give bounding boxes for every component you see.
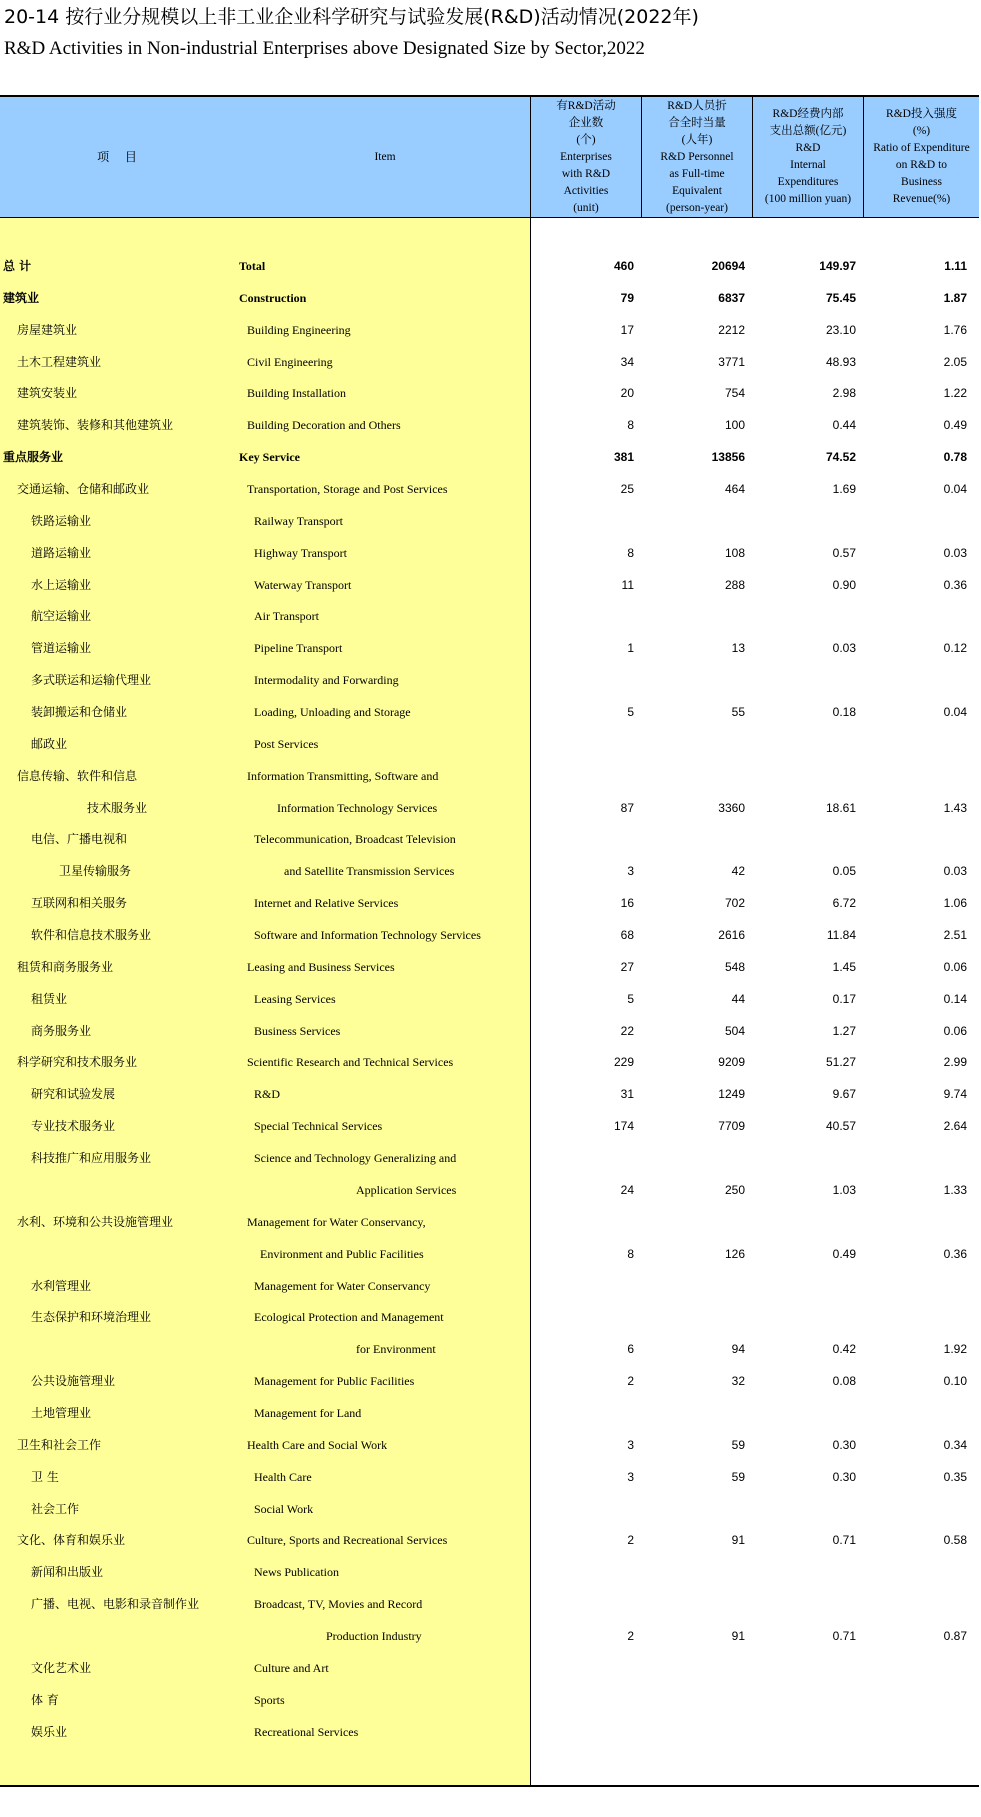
value-expenditures: 0.30: [832, 1437, 856, 1452]
table-title-chinese: 20-14 按行业分规模以上非工业企业科学研究与试验发展(R&D)活动情况(2022年): [4, 6, 699, 28]
value-expenditures: 23.10: [825, 322, 856, 337]
item-name-chinese: 生态保护和环境治理业: [31, 1310, 152, 1325]
item-name-english: Telecommunication, Broadcast Television: [254, 832, 456, 847]
value-personnel: 55: [731, 705, 745, 720]
table-row: [0, 1557, 979, 1589]
value-personnel: 108: [724, 545, 745, 560]
item-name-english: Total: [239, 259, 266, 273]
item-name-chinese: 建筑业: [3, 290, 40, 305]
value-expenditures: 0.03: [832, 641, 856, 656]
table-row: [0, 1271, 979, 1303]
value-intensity: 1.33: [943, 1182, 967, 1197]
table-row: [0, 633, 979, 665]
item-name-chinese: 铁路运输业: [31, 513, 92, 528]
value-enterprises: 5: [627, 991, 634, 1006]
value-intensity: 0.04: [943, 705, 967, 720]
item-name-chinese: 水利、环境和公共设施管理业: [17, 1214, 174, 1229]
item-name-chinese: 公共设施管理业: [31, 1374, 116, 1389]
table-row: [0, 251, 979, 283]
value-expenditures: 0.05: [832, 864, 856, 879]
item-name-english: News Publication: [254, 1565, 339, 1580]
item-name-chinese: 水利管理业: [31, 1278, 92, 1293]
item-name-english: Recreational Services: [254, 1724, 359, 1739]
value-intensity: 0.36: [943, 577, 967, 592]
value-enterprises: 25: [620, 482, 634, 497]
header-col-expenditures: R&D经费内部 支出总额(亿元) R&D Internal Expenditures (100 million yuan): [752, 97, 863, 217]
table-body: [0, 218, 979, 1785]
table-row: [0, 824, 979, 856]
value-personnel: 13: [731, 641, 745, 656]
value-personnel: 9209: [718, 1055, 745, 1070]
value-expenditures: 1.45: [832, 959, 856, 974]
item-name-english: Culture and Art: [254, 1660, 329, 1675]
value-enterprises: 17: [620, 322, 634, 337]
item-name-english: Construction: [239, 290, 307, 305]
item-name-chinese: 交通运输、仓储和邮政业: [17, 482, 150, 497]
value-enterprises: 174: [613, 1119, 634, 1134]
table-row: [0, 283, 979, 315]
value-expenditures: 75.45: [825, 290, 856, 305]
table-row: [0, 442, 979, 474]
value-intensity: 0.10: [943, 1374, 967, 1389]
value-personnel: 3360: [718, 800, 745, 815]
table-row: [0, 1111, 979, 1143]
item-name-english: Application Services: [356, 1182, 457, 1197]
value-enterprises: 8: [627, 545, 634, 560]
item-name-chinese: 文化、体育和娱乐业: [17, 1533, 126, 1548]
value-expenditures: 0.71: [832, 1533, 856, 1548]
value-enterprises: 31: [620, 1087, 634, 1102]
value-expenditures: 9.67: [832, 1087, 856, 1102]
value-personnel: 100: [724, 418, 745, 433]
value-intensity: 1.92: [943, 1342, 967, 1357]
value-enterprises: 34: [620, 354, 634, 369]
value-intensity: 0.06: [943, 959, 967, 974]
value-expenditures: 48.93: [825, 354, 856, 369]
table-row: [0, 474, 979, 506]
value-enterprises: 3: [627, 864, 634, 879]
value-expenditures: 0.44: [832, 418, 856, 433]
table-row: [0, 570, 979, 602]
table-row: [0, 1621, 979, 1653]
item-name-chinese: 信息传输、软件和信息: [17, 768, 138, 783]
table-row: [0, 1175, 979, 1207]
item-name-chinese: 重点服务业: [3, 450, 64, 465]
value-expenditures: 51.27: [825, 1055, 856, 1070]
value-personnel: 2616: [718, 928, 745, 943]
table-row: [0, 697, 979, 729]
value-expenditures: 1.27: [832, 1023, 856, 1038]
value-personnel: 20694: [711, 259, 745, 273]
table-row: [0, 1016, 979, 1048]
item-name-english: R&D: [254, 1087, 281, 1102]
value-expenditures: 0.57: [832, 545, 856, 560]
table-row: [0, 1430, 979, 1462]
value-intensity: 0.78: [943, 450, 967, 465]
value-expenditures: 1.69: [832, 482, 856, 497]
value-intensity: 0.58: [943, 1533, 967, 1548]
value-intensity: 2.05: [943, 354, 967, 369]
item-name-english: Transportation, Storage and Post Services: [247, 482, 448, 497]
value-intensity: 0.03: [943, 545, 967, 560]
item-name-chinese: 航空运输业: [31, 609, 92, 624]
item-name-chinese: 技术服务业: [87, 800, 148, 815]
value-expenditures: 0.30: [832, 1469, 856, 1484]
item-name-chinese: 社会工作: [31, 1501, 80, 1516]
table-title-english: R&D Activities in Non-industrial Enterprises above Designated Size by Sector,2022: [4, 38, 645, 59]
table-row: [0, 665, 979, 697]
item-name-english: Post Services: [254, 736, 319, 751]
item-name-english: Production Industry: [326, 1628, 422, 1643]
value-intensity: 1.43: [943, 800, 967, 815]
item-name-english: Information Technology Services: [277, 800, 438, 815]
value-enterprises: 27: [620, 959, 634, 974]
value-personnel: 3771: [718, 354, 745, 369]
item-name-chinese: 多式联运和运输代理业: [31, 673, 152, 688]
item-name-english: Software and Information Technology Services: [254, 928, 481, 943]
table-row: [0, 1143, 979, 1175]
item-name-chinese: 道路运输业: [31, 545, 92, 560]
value-expenditures: 0.42: [832, 1342, 856, 1357]
header-item-chinese: 项 目: [97, 149, 143, 164]
table-rows: [0, 251, 979, 1748]
value-expenditures: 0.18: [832, 705, 856, 720]
value-personnel: 42: [731, 864, 745, 879]
item-name-english: Management for Public Facilities: [254, 1374, 415, 1389]
value-enterprises: 22: [620, 1023, 634, 1038]
item-name-english: Building Decoration and Others: [247, 418, 401, 433]
table-row: [0, 1717, 979, 1749]
table-row: [0, 888, 979, 920]
table-row: [0, 952, 979, 984]
header-item-english: Item: [374, 150, 396, 163]
table-row: [0, 1653, 979, 1685]
item-name-english: and Satellite Transmission Services: [284, 864, 455, 879]
table-row: [0, 1047, 979, 1079]
item-name-english: Leasing and Business Services: [247, 959, 395, 974]
item-name-english: Building Installation: [247, 386, 346, 401]
value-expenditures: 40.57: [825, 1119, 856, 1134]
item-name-chinese: 土地管理业: [31, 1405, 92, 1420]
value-personnel: 59: [731, 1469, 745, 1484]
item-name-chinese: 总 计: [3, 259, 32, 273]
value-enterprises: 79: [620, 290, 634, 305]
value-personnel: 32: [731, 1374, 745, 1389]
table-row: [0, 1334, 979, 1366]
item-name-chinese: 建筑装饰、装修和其他建筑业: [17, 418, 174, 433]
value-intensity: 2.99: [943, 1055, 967, 1070]
item-name-english: for Environment: [356, 1342, 436, 1357]
table-row: [0, 1525, 979, 1557]
item-name-chinese: 专业技术服务业: [31, 1119, 116, 1134]
table-row: [0, 1462, 979, 1494]
value-expenditures: 74.52: [825, 450, 856, 465]
value-personnel: 504: [724, 1023, 745, 1038]
item-name-chinese: 科学研究和技术服务业: [17, 1055, 138, 1070]
item-name-english: Health Care and Social Work: [247, 1437, 388, 1452]
value-intensity: 1.22: [943, 386, 967, 401]
value-intensity: 2.64: [943, 1119, 967, 1134]
table-row: [0, 1302, 979, 1334]
item-name-english: Management for Land: [254, 1405, 362, 1420]
value-enterprises: 6: [627, 1342, 634, 1357]
item-name-english: Waterway Transport: [254, 577, 352, 592]
item-name-english: Railway Transport: [254, 513, 344, 528]
value-personnel: 6837: [718, 290, 745, 305]
value-expenditures: 11.84: [826, 928, 856, 943]
table-row: [0, 378, 979, 410]
value-personnel: 94: [731, 1342, 745, 1357]
value-enterprises: 20: [620, 386, 634, 401]
value-expenditures: 0.90: [832, 577, 856, 592]
value-expenditures: 0.49: [832, 1246, 856, 1261]
item-name-chinese: 体 育: [31, 1692, 59, 1707]
value-intensity: 0.34: [943, 1437, 967, 1452]
item-name-english: Culture, Sports and Recreational Services: [247, 1533, 448, 1548]
value-personnel: 464: [724, 482, 745, 497]
value-enterprises: 11: [621, 577, 634, 592]
value-enterprises: 24: [620, 1182, 634, 1197]
table-row: [0, 793, 979, 825]
table-row: [0, 1207, 979, 1239]
table-row: [0, 1398, 979, 1430]
item-name-english: Social Work: [254, 1501, 314, 1516]
value-enterprises: 2: [627, 1628, 634, 1643]
value-intensity: 1.11: [944, 259, 967, 273]
value-intensity: 1.87: [943, 290, 967, 305]
value-personnel: 1249: [718, 1087, 745, 1102]
item-name-chinese: 科技推广和应用服务业: [31, 1151, 152, 1166]
header-col-intensity: R&D投入强度 (%) Ratio of Expenditure on R&D to Business Revenue(%): [863, 97, 979, 217]
value-enterprises: 87: [620, 800, 634, 815]
item-name-chinese: 水上运输业: [31, 577, 92, 592]
item-name-chinese: 租赁和商务服务业: [17, 959, 114, 974]
value-expenditures: 18.61: [825, 800, 856, 815]
value-enterprises: 1: [627, 641, 634, 656]
value-enterprises: 8: [627, 418, 634, 433]
item-name-english: Health Care: [254, 1469, 312, 1484]
item-name-english: Science and Technology Generalizing and: [254, 1151, 457, 1166]
value-intensity: 0.06: [943, 1023, 967, 1038]
value-enterprises: 68: [620, 928, 634, 943]
value-enterprises: 3: [627, 1469, 634, 1484]
value-personnel: 91: [731, 1628, 745, 1643]
value-expenditures: 6.72: [832, 896, 856, 911]
table-row: [0, 761, 979, 793]
table-row: [0, 1685, 979, 1717]
table-row: [0, 729, 979, 761]
value-intensity: 0.04: [943, 482, 967, 497]
item-name-chinese: 建筑安装业: [17, 386, 78, 401]
item-name-chinese: 卫生和社会工作: [17, 1437, 102, 1452]
item-name-english: Internet and Relative Services: [254, 896, 399, 911]
header-col-personnel: R&D人员折 合全时当量 (人年) R&D Personnel as Full-time Equivalent (person-year): [641, 97, 752, 217]
value-personnel: 702: [724, 896, 745, 911]
value-expenditures: 149.97: [819, 259, 856, 273]
item-name-english: Building Engineering: [247, 322, 351, 337]
value-personnel: 44: [731, 991, 745, 1006]
item-name-english: Key Service: [239, 450, 300, 465]
value-personnel: 288: [724, 577, 745, 592]
item-name-english: Leasing Services: [254, 991, 336, 1006]
value-enterprises: 460: [613, 259, 634, 273]
item-name-english: Intermodality and Forwarding: [254, 673, 399, 688]
item-name-english: Civil Engineering: [247, 354, 333, 369]
value-expenditures: 0.71: [832, 1628, 856, 1643]
item-name-english: Loading, Unloading and Storage: [254, 705, 411, 720]
value-enterprises: 381: [613, 450, 634, 465]
header-col-enterprises: 有R&D活动 企业数 (个) Enterprises with R&D Activities (unit): [530, 97, 641, 217]
value-intensity: 0.12: [943, 641, 967, 656]
value-personnel: 548: [724, 959, 745, 974]
value-intensity: 0.35: [943, 1469, 967, 1484]
item-name-chinese: 电信、广播电视和: [31, 832, 128, 847]
value-intensity: 0.87: [943, 1628, 967, 1643]
value-enterprises: 16: [620, 896, 634, 911]
value-intensity: 1.06: [943, 896, 967, 911]
value-personnel: 13856: [711, 450, 745, 465]
item-name-chinese: 软件和信息技术服务业: [31, 928, 152, 943]
table-row: [0, 1366, 979, 1398]
value-enterprises: 2: [627, 1374, 634, 1389]
item-name-chinese: 管道运输业: [31, 641, 92, 656]
table-row: [0, 856, 979, 888]
table-header: [0, 97, 979, 218]
item-name-english: Air Transport: [254, 609, 320, 624]
table-row: [0, 1079, 979, 1111]
item-name-english: Environment and Public Facilities: [260, 1246, 424, 1261]
value-enterprises: 5: [627, 705, 634, 720]
value-enterprises: 229: [613, 1055, 634, 1070]
table-row: [0, 984, 979, 1016]
value-personnel: 126: [724, 1246, 745, 1261]
value-enterprises: 8: [627, 1246, 634, 1261]
item-name-english: Broadcast, TV, Movies and Record: [254, 1597, 423, 1612]
value-expenditures: 0.08: [832, 1374, 856, 1389]
item-name-chinese: 互联网和相关服务: [31, 896, 128, 911]
value-expenditures: 1.03: [832, 1182, 856, 1197]
item-name-chinese: 房屋建筑业: [17, 322, 78, 337]
item-name-chinese: 文化艺术业: [31, 1660, 92, 1675]
value-enterprises: 2: [627, 1533, 634, 1548]
item-name-english: Management for Water Conservancy: [254, 1278, 431, 1293]
item-name-chinese: 邮政业: [31, 736, 68, 751]
value-personnel: 59: [731, 1437, 745, 1452]
table-row: [0, 315, 979, 347]
value-intensity: 0.03: [943, 864, 967, 879]
item-name-chinese: 租赁业: [31, 991, 68, 1006]
value-enterprises: 3: [627, 1437, 634, 1452]
item-name-english: Highway Transport: [254, 545, 348, 560]
table-row: [0, 347, 979, 379]
item-name-chinese: 商务服务业: [31, 1023, 92, 1038]
item-name-english: Business Services: [254, 1023, 341, 1038]
item-name-chinese: 娱乐业: [31, 1724, 68, 1739]
value-expenditures: 0.17: [832, 991, 856, 1006]
value-intensity: 0.36: [943, 1246, 967, 1261]
item-name-chinese: 装卸搬运和仓储业: [31, 705, 128, 720]
item-name-chinese: 卫 生: [31, 1469, 59, 1484]
item-name-english: Management for Water Conservancy,: [247, 1214, 426, 1229]
table-row: [0, 1494, 979, 1526]
table-row: [0, 1239, 979, 1271]
item-name-chinese: 广播、电视、电影和录音制作业: [31, 1597, 200, 1612]
item-name-english: Pipeline Transport: [254, 641, 343, 656]
table-row: [0, 1589, 979, 1621]
value-intensity: 2.51: [943, 928, 967, 943]
item-name-english: Scientific Research and Technical Services: [247, 1055, 454, 1070]
value-intensity: 1.76: [943, 322, 967, 337]
item-name-english: Ecological Protection and Management: [254, 1310, 444, 1325]
statistics-table: [0, 95, 979, 1787]
value-personnel: 2212: [718, 322, 745, 337]
item-name-english: Information Transmitting, Software and: [247, 768, 439, 783]
table-row: [0, 601, 979, 633]
value-personnel: 250: [724, 1182, 745, 1197]
table-row: [0, 538, 979, 570]
value-personnel: 7709: [718, 1119, 745, 1134]
item-name-chinese: 研究和试验发展: [31, 1087, 116, 1102]
value-personnel: 91: [731, 1533, 745, 1548]
item-name-chinese: 新闻和出版业: [31, 1565, 104, 1580]
value-intensity: 9.74: [943, 1087, 967, 1102]
item-name-chinese: 土木工程建筑业: [17, 354, 102, 369]
value-personnel: 754: [724, 386, 745, 401]
item-name-chinese: 卫星传输服务: [59, 864, 132, 879]
table-row: [0, 506, 979, 538]
value-expenditures: 2.98: [832, 386, 856, 401]
value-intensity: 0.49: [943, 418, 967, 433]
table-row: [0, 920, 979, 952]
value-intensity: 0.14: [943, 991, 967, 1006]
item-name-english: Sports: [254, 1692, 285, 1707]
table-row: [0, 410, 979, 442]
item-name-english: Special Technical Services: [254, 1119, 383, 1134]
